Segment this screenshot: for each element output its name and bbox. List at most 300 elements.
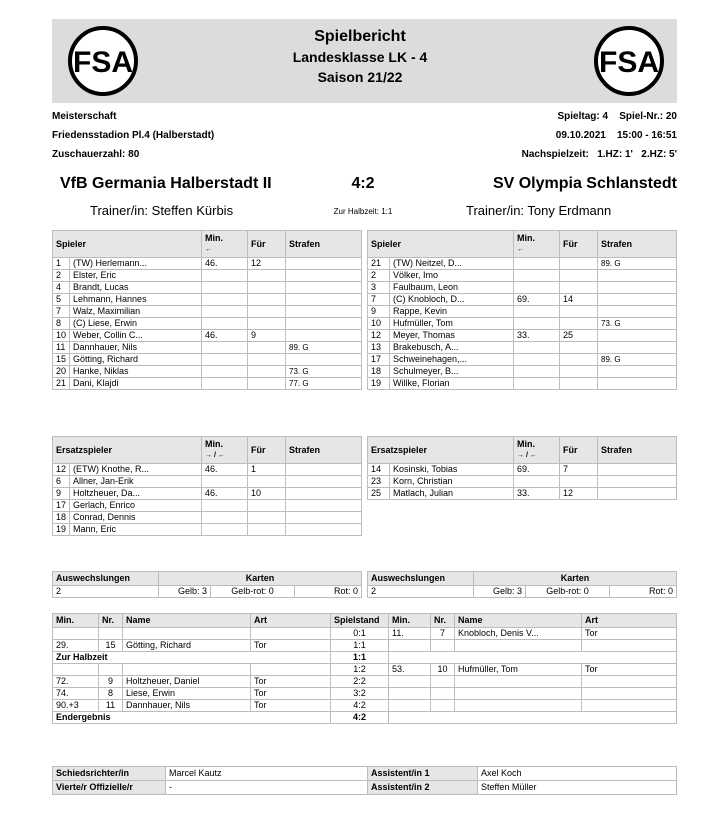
event-row	[53, 664, 677, 676]
col-min: Min.	[389, 614, 431, 628]
report-title: Spielbericht Landesklasse LK - 4 Saison 21/22	[292, 28, 428, 85]
home-subs-table	[52, 436, 362, 536]
col-min: Min. → / ←	[514, 437, 560, 464]
event-score: 0:1	[331, 628, 389, 640]
player-penalty	[598, 330, 677, 342]
player-minute: 46.	[202, 488, 248, 500]
event-away-minute: 53.	[389, 664, 431, 676]
col-fuer: Für	[248, 437, 286, 464]
player-for	[560, 282, 598, 294]
event-away-minute: 11.	[389, 628, 431, 640]
away-red: Rot: 0	[610, 586, 677, 598]
player-minute: 46.	[202, 330, 248, 342]
player-row	[53, 342, 362, 354]
player-number: 20	[53, 366, 70, 378]
col-spieler: Spieler	[368, 231, 514, 258]
player-minute	[202, 342, 248, 354]
player-for: 1	[248, 464, 286, 476]
player-penalty	[286, 330, 362, 342]
event-home-type: Tor	[251, 676, 331, 688]
player-name: Brakebusch, A...	[390, 342, 514, 354]
player-minute	[514, 258, 560, 270]
away-subs-table	[367, 436, 677, 500]
player-row	[53, 258, 362, 270]
player-row	[368, 342, 677, 354]
player-minute	[514, 476, 560, 488]
player-for: 7	[560, 464, 598, 476]
event-score: 1:1	[331, 652, 389, 664]
event-row	[53, 640, 677, 652]
player-row	[53, 512, 362, 524]
event-row	[53, 652, 677, 664]
player-for	[248, 500, 286, 512]
meta-left: Meisterschaft Friedensstadion Pl.4 (Halberstadt) Zuschauerzahl: 80	[52, 111, 215, 160]
player-penalty	[598, 342, 677, 354]
player-name: Schweinehagen,...	[390, 354, 514, 366]
player-for	[560, 354, 598, 366]
event-home-name	[123, 628, 251, 640]
player-minute	[514, 378, 560, 390]
event-home-number	[99, 628, 123, 640]
event-away-type: Tor	[582, 664, 677, 676]
auswechslungen-label: Auswechslungen	[53, 572, 159, 586]
player-penalty	[286, 258, 362, 270]
player-minute	[202, 366, 248, 378]
fsa-logo-right	[590, 22, 668, 100]
player-number: 4	[53, 282, 70, 294]
player-for: 12	[560, 488, 598, 500]
home-team-name: VfB Germania Halberstadt II	[60, 175, 272, 192]
player-for	[248, 318, 286, 330]
player-number: 21	[53, 378, 70, 390]
player-penalty: 89. G	[598, 258, 677, 270]
player-minute	[202, 354, 248, 366]
player-for	[560, 270, 598, 282]
home-coach: Trainer/in: Steffen Kürbis	[90, 203, 234, 218]
player-penalty	[286, 294, 362, 306]
player-number: 2	[368, 270, 390, 282]
player-for	[560, 306, 598, 318]
player-name: Weber, Collin C...	[70, 330, 202, 342]
player-for	[248, 270, 286, 282]
away-yellow: Gelb: 3	[474, 586, 526, 598]
player-number: 18	[368, 366, 390, 378]
event-row	[53, 700, 677, 712]
player-name: Holtzheuer, Da...	[70, 488, 202, 500]
player-row	[368, 318, 677, 330]
referee-name: Marcel Kautz	[166, 767, 368, 781]
event-home-number: 11	[99, 700, 123, 712]
player-number: 2	[53, 270, 70, 282]
player-row	[53, 330, 362, 342]
player-penalty: 89. G	[598, 354, 677, 366]
event-home-number: 15	[99, 640, 123, 652]
event-home-minute	[53, 664, 99, 676]
player-penalty	[598, 464, 677, 476]
player-row	[368, 258, 677, 270]
event-home-type: Tor	[251, 688, 331, 700]
player-number: 6	[53, 476, 70, 488]
col-min: Min. ←	[514, 231, 560, 258]
player-penalty	[286, 488, 362, 500]
player-penalty	[598, 366, 677, 378]
event-away-name	[455, 700, 582, 712]
event-away-number	[431, 700, 455, 712]
player-number: 23	[368, 476, 390, 488]
player-number: 10	[368, 318, 390, 330]
player-row	[53, 306, 362, 318]
event-home-name: Götting, Richard	[123, 640, 251, 652]
event-away-name	[455, 640, 582, 652]
away-sub-count: 2	[368, 586, 474, 598]
player-for	[248, 354, 286, 366]
referee-label: Schiedsrichter/in	[53, 767, 166, 781]
player-number: 7	[368, 294, 390, 306]
event-away-number: 7	[431, 628, 455, 640]
event-row	[53, 676, 677, 688]
player-name: (TW) Neitzel, D...	[390, 258, 514, 270]
away-team-name: SV Olympia Schlanstedt	[492, 175, 677, 192]
player-penalty	[286, 318, 362, 330]
assistant1-label: Assistent/in 1	[368, 767, 478, 781]
player-row	[368, 488, 677, 500]
event-score: 1:1	[331, 640, 389, 652]
event-row	[53, 712, 677, 724]
player-for: 12	[248, 258, 286, 270]
svg-text:FSA: FSA	[599, 46, 659, 79]
away-yellow-red: Gelb-rot: 0	[526, 586, 610, 598]
event-home-minute: 74.	[53, 688, 99, 700]
col-spieler: Spieler	[53, 231, 202, 258]
col-nr: Nr.	[99, 614, 123, 628]
player-for: 25	[560, 330, 598, 342]
player-name: Hanke, Niklas	[70, 366, 202, 378]
player-name: Allner, Jan-Erik	[70, 476, 202, 488]
player-name: Dannhauer, Nils	[70, 342, 202, 354]
player-minute	[202, 378, 248, 390]
player-number: 14	[368, 464, 390, 476]
player-row	[368, 378, 677, 390]
event-away-minute	[389, 676, 431, 688]
player-penalty: 77. G	[286, 378, 362, 390]
event-score: 4:2	[331, 712, 389, 724]
col-art: Art	[582, 614, 677, 628]
event-away-name	[455, 676, 582, 688]
player-penalty	[286, 464, 362, 476]
player-minute	[514, 354, 560, 366]
player-minute	[202, 282, 248, 294]
event-away-type	[582, 640, 677, 652]
event-home-name	[123, 664, 251, 676]
player-minute	[202, 500, 248, 512]
event-away-name: Knobloch, Denis V...	[455, 628, 582, 640]
events-table	[52, 613, 677, 724]
event-away-number	[431, 640, 455, 652]
away-lineup-table	[367, 230, 677, 390]
event-away-minute	[389, 700, 431, 712]
player-for	[248, 306, 286, 318]
player-row	[53, 488, 362, 500]
event-away-type	[582, 700, 677, 712]
col-min: Min. → / ←	[202, 437, 248, 464]
col-ersatz: Ersatzspieler	[368, 437, 514, 464]
player-minute	[202, 524, 248, 536]
player-row	[53, 294, 362, 306]
auswechslungen-label: Auswechslungen	[368, 572, 474, 586]
event-home-type	[251, 664, 331, 676]
player-row	[53, 378, 362, 390]
player-name: Elster, Eric	[70, 270, 202, 282]
col-strafen: Strafen	[598, 437, 677, 464]
player-row	[368, 354, 677, 366]
event-away-minute	[389, 640, 431, 652]
player-penalty: 89. G	[286, 342, 362, 354]
player-name: (C) Liese, Erwin	[70, 318, 202, 330]
player-name: Faulbaum, Leon	[390, 282, 514, 294]
player-row	[53, 366, 362, 378]
player-name: (ETW) Knothe, R...	[70, 464, 202, 476]
event-home-minute: 29.	[53, 640, 99, 652]
event-home-type: Tor	[251, 700, 331, 712]
player-row	[53, 270, 362, 282]
player-number: 9	[368, 306, 390, 318]
player-number: 13	[368, 342, 390, 354]
player-row	[53, 318, 362, 330]
fsa-logo-left	[64, 22, 142, 100]
player-for	[248, 282, 286, 294]
col-min: Min.	[53, 614, 99, 628]
event-home-number	[99, 664, 123, 676]
assistant1-name: Axel Koch	[478, 767, 677, 781]
event-home-type	[251, 628, 331, 640]
player-number: 1	[53, 258, 70, 270]
event-away-type: Tor	[582, 628, 677, 640]
home-red: Rot: 0	[295, 586, 362, 598]
player-number: 25	[368, 488, 390, 500]
player-penalty	[286, 282, 362, 294]
player-penalty	[598, 306, 677, 318]
player-penalty: 73. G	[598, 318, 677, 330]
event-away-empty	[389, 652, 677, 664]
player-for	[248, 366, 286, 378]
assistant2-label: Assistent/in 2	[368, 781, 478, 795]
col-ersatz: Ersatzspieler	[53, 437, 202, 464]
home-yellow: Gelb: 3	[159, 586, 211, 598]
home-lineup-table	[52, 230, 362, 390]
home-yellow-red: Gelb-rot: 0	[211, 586, 295, 598]
player-name: Hufmüller, Tom	[390, 318, 514, 330]
player-for	[248, 476, 286, 488]
halftime-label: Zur Halbzeit	[53, 652, 331, 664]
event-score: 2:2	[331, 676, 389, 688]
event-away-minute	[389, 688, 431, 700]
karten-label: Karten	[159, 572, 362, 586]
event-home-name: Dannhauer, Nils	[123, 700, 251, 712]
player-row	[368, 282, 677, 294]
player-for	[248, 378, 286, 390]
karten-label: Karten	[474, 572, 677, 586]
event-away-type	[582, 676, 677, 688]
player-for	[560, 476, 598, 488]
col-spielstand: Spielstand	[331, 614, 389, 628]
player-for	[248, 524, 286, 536]
halftime-score: Zur Halbzeit: 1:1	[333, 207, 393, 216]
assistant2-name: Steffen Müller	[478, 781, 677, 795]
event-away-number: 10	[431, 664, 455, 676]
player-for: 9	[248, 330, 286, 342]
player-for	[560, 258, 598, 270]
player-minute	[202, 318, 248, 330]
player-name: Lehmann, Hannes	[70, 294, 202, 306]
player-minute	[514, 282, 560, 294]
fourth-official-name: -	[166, 781, 368, 795]
player-name: Korn, Christian	[390, 476, 514, 488]
player-number: 21	[368, 258, 390, 270]
col-strafen: Strafen	[598, 231, 677, 258]
player-minute	[202, 270, 248, 282]
player-name: Mann, Eric	[70, 524, 202, 536]
player-number: 7	[53, 306, 70, 318]
player-penalty	[286, 524, 362, 536]
player-penalty	[286, 476, 362, 488]
event-score: 4:2	[331, 700, 389, 712]
player-row	[368, 306, 677, 318]
player-name: Matlach, Julian	[390, 488, 514, 500]
player-minute	[514, 306, 560, 318]
player-number: 18	[53, 512, 70, 524]
player-minute	[202, 512, 248, 524]
col-min: Min. ←	[202, 231, 248, 258]
event-row	[53, 628, 677, 640]
event-home-minute: 72.	[53, 676, 99, 688]
event-home-name: Liese, Erwin	[123, 688, 251, 700]
event-away-number	[431, 676, 455, 688]
player-number: 19	[53, 524, 70, 536]
event-away-number	[431, 688, 455, 700]
player-penalty	[286, 512, 362, 524]
player-minute	[202, 294, 248, 306]
away-summary-table	[367, 571, 677, 598]
player-name: Walz, Maximilian	[70, 306, 202, 318]
player-number: 3	[368, 282, 390, 294]
event-home-type: Tor	[251, 640, 331, 652]
col-strafen: Strafen	[286, 231, 362, 258]
player-number: 11	[53, 342, 70, 354]
player-minute: 69.	[514, 464, 560, 476]
player-penalty: 73. G	[286, 366, 362, 378]
player-row	[368, 330, 677, 342]
player-minute	[202, 476, 248, 488]
event-score: 3:2	[331, 688, 389, 700]
event-away-empty	[389, 712, 677, 724]
col-art: Art	[251, 614, 331, 628]
player-number: 8	[53, 318, 70, 330]
player-penalty	[598, 488, 677, 500]
player-number: 12	[53, 464, 70, 476]
player-penalty	[598, 476, 677, 488]
player-for	[248, 512, 286, 524]
player-number: 15	[53, 354, 70, 366]
player-name: Kosinski, Tobias	[390, 464, 514, 476]
player-name: Gerlach, Enrico	[70, 500, 202, 512]
player-row	[368, 476, 677, 488]
final-score: 4:2	[351, 175, 375, 192]
player-number: 9	[53, 488, 70, 500]
player-number: 17	[53, 500, 70, 512]
player-name: Rappe, Kevin	[390, 306, 514, 318]
player-row	[53, 500, 362, 512]
player-for	[560, 342, 598, 354]
player-penalty	[598, 294, 677, 306]
player-row	[368, 294, 677, 306]
player-penalty	[598, 282, 677, 294]
player-name: (TW) Herlemann...	[70, 258, 202, 270]
player-minute: 33.	[514, 330, 560, 342]
officials-table	[52, 766, 677, 795]
player-row	[368, 366, 677, 378]
home-sub-count: 2	[53, 586, 159, 598]
col-name: Name	[455, 614, 582, 628]
player-minute	[514, 342, 560, 354]
event-away-name	[455, 688, 582, 700]
player-number: 17	[368, 354, 390, 366]
player-penalty	[598, 378, 677, 390]
player-for	[560, 378, 598, 390]
player-minute: 46.	[202, 464, 248, 476]
event-row	[53, 688, 677, 700]
svg-text:FSA: FSA	[73, 46, 133, 79]
player-name: Brandt, Lucas	[70, 282, 202, 294]
player-number: 5	[53, 294, 70, 306]
col-fuer: Für	[560, 231, 598, 258]
col-name: Name	[123, 614, 251, 628]
player-minute	[514, 366, 560, 378]
player-minute: 69.	[514, 294, 560, 306]
player-for	[560, 318, 598, 330]
player-minute	[514, 318, 560, 330]
event-score: 1:2	[331, 664, 389, 676]
player-row	[53, 354, 362, 366]
player-for	[248, 342, 286, 354]
player-name: Meyer, Thomas	[390, 330, 514, 342]
away-coach: Trainer/in: Tony Erdmann	[466, 203, 612, 218]
final-label: Endergebnis	[53, 712, 331, 724]
fourth-official-label: Vierte/r Offizielle/r	[53, 781, 166, 795]
player-number: 12	[368, 330, 390, 342]
player-penalty	[286, 270, 362, 282]
player-row	[368, 464, 677, 476]
event-home-name: Holtzheuer, Daniel	[123, 676, 251, 688]
col-nr: Nr.	[431, 614, 455, 628]
player-row	[368, 270, 677, 282]
player-minute: 33.	[514, 488, 560, 500]
player-row	[53, 524, 362, 536]
player-minute	[514, 270, 560, 282]
player-penalty	[286, 500, 362, 512]
meta-right: Spieltag: 4 Spiel-Nr.: 20 09.10.2021 15:00 - 16:51 Nachspielzeit: 1.HZ: 1' 2.HZ: 5'	[521, 111, 677, 160]
player-name: Willke, Florian	[390, 378, 514, 390]
player-minute	[202, 306, 248, 318]
col-fuer: Für	[560, 437, 598, 464]
event-home-number: 8	[99, 688, 123, 700]
player-minute: 46.	[202, 258, 248, 270]
col-strafen: Strafen	[286, 437, 362, 464]
event-home-minute	[53, 628, 99, 640]
player-penalty	[598, 270, 677, 282]
event-home-number: 9	[99, 676, 123, 688]
player-name: Dani, Klajdi	[70, 378, 202, 390]
player-for	[560, 366, 598, 378]
